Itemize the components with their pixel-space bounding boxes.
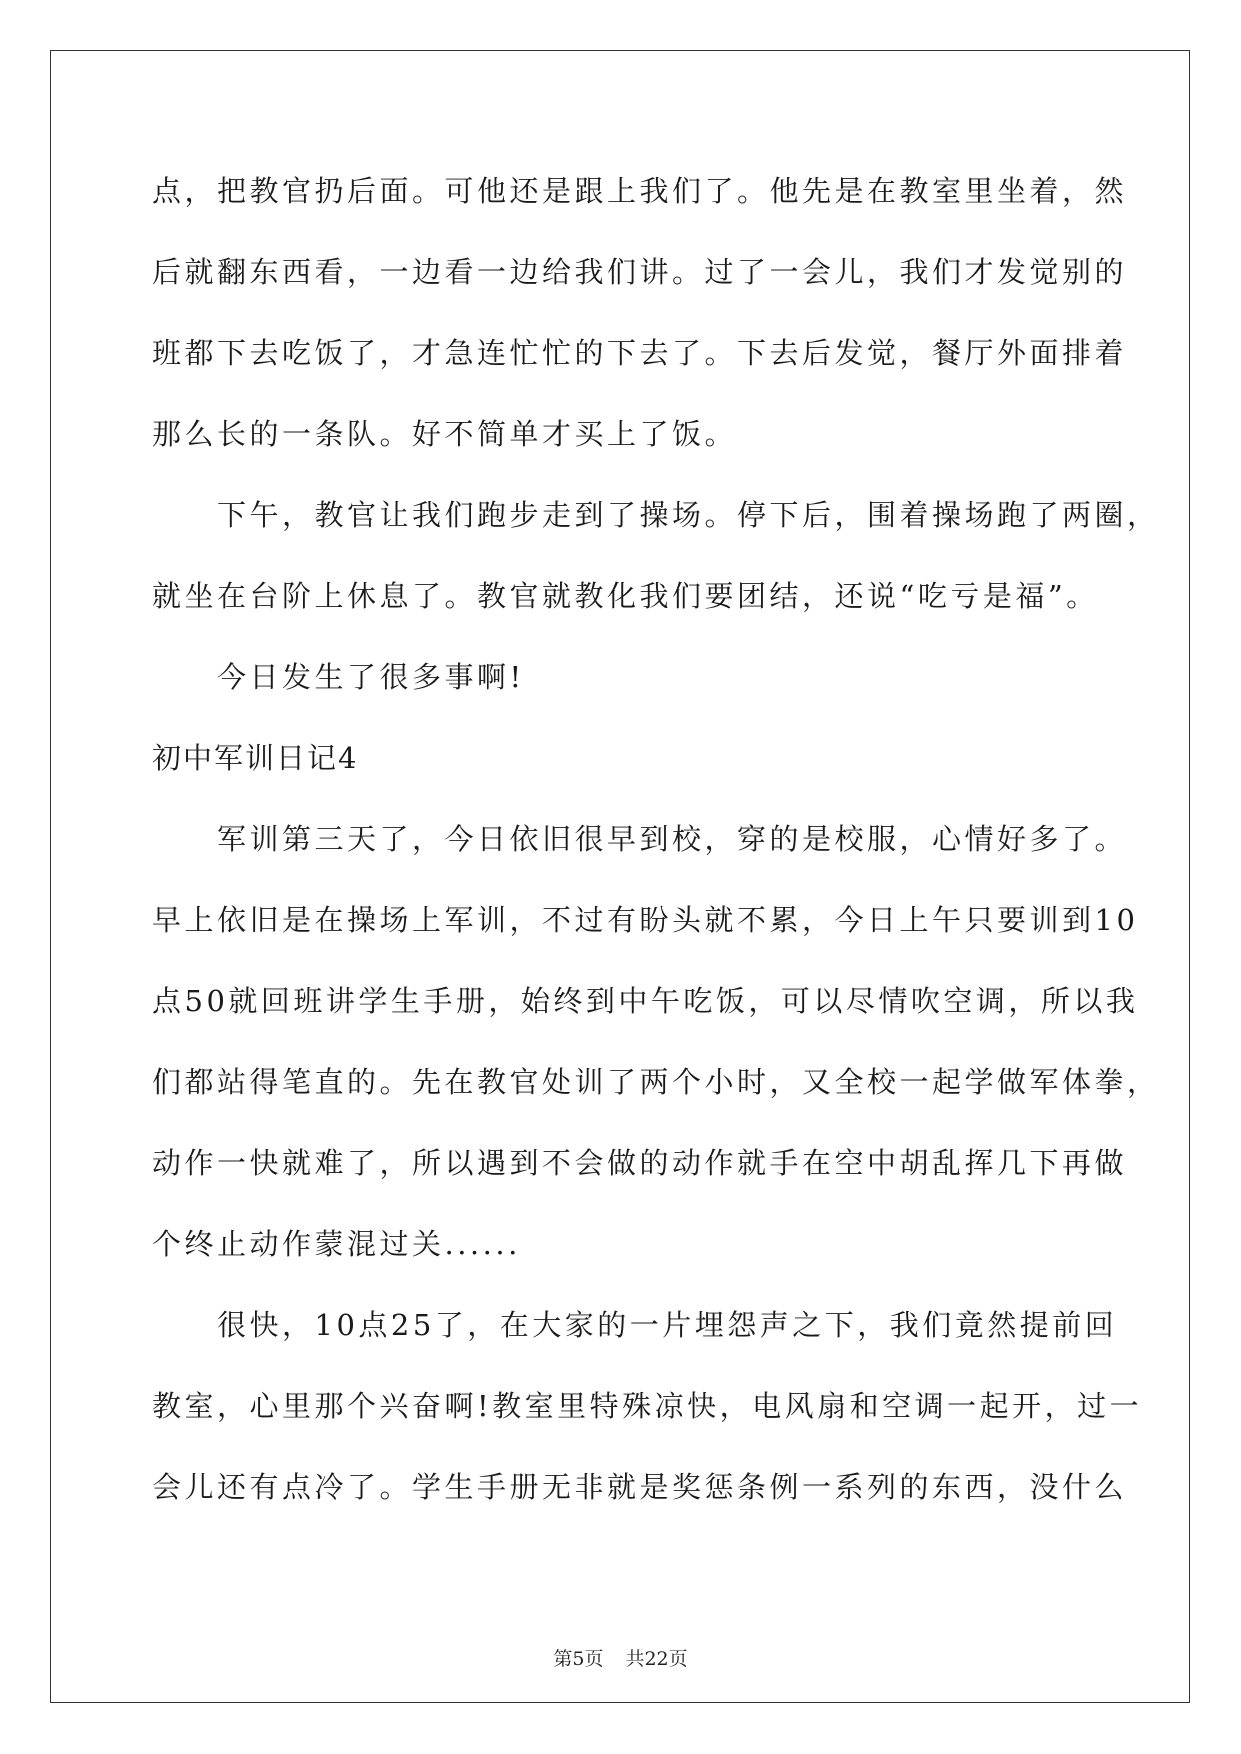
text-line: 今日发生了很多事啊! — [217, 660, 525, 694]
text-line: 点，把教官扔后面。可他还是跟上我们了。他先是在教室里坐着，然 — [152, 174, 1128, 208]
text-line: 会儿还有点冷了。学生手册无非就是奖惩条例一系列的东西，没什么 — [152, 1470, 1128, 1504]
text-line: 很快，10点25了，在大家的一片埋怨声之下，我们竟然提前回 — [217, 1308, 1118, 1342]
text-line: 教室，心里那个兴奋啊!教室里特殊凉快，电风扇和空调一起开，过一 — [152, 1389, 1143, 1423]
document-body — [152, 162, 1160, 1539]
text-line: 下午，教官让我们跑步走到了操场。停下后，围着操场跑了两圈， — [217, 498, 1160, 532]
text-line: 们都站得笔直的。先在教官处训了两个小时，又全校一起学做军体拳， — [152, 1065, 1160, 1099]
text-line: 动作一快就难了，所以遇到不会做的动作就手在空中胡乱挥几下再做 — [152, 1146, 1128, 1180]
text-line: 班都下去吃饭了，才急连忙忙的下去了。下去后发觉，餐厅外面排着 — [152, 336, 1128, 370]
text-line: 个终止动作蒙混过关...... — [152, 1227, 521, 1261]
page-number: 第5页 — [553, 1648, 604, 1670]
text-line: 那么长的一条队。好不简单才买上了饭。 — [152, 417, 738, 451]
text-line: 就坐在台阶上休息了。教官就教化我们要团结，还说“吃亏是福”。 — [152, 579, 1099, 613]
text-line: 后就翻东西看，一边看一边给我们讲。过了一会儿，我们才发觉别的 — [152, 255, 1128, 289]
text-line: 点50就回班讲学生手册，始终到中午吃饭，可以尽情吹空调，所以我 — [152, 984, 1139, 1018]
page-total: 共22页 — [625, 1648, 688, 1670]
page-footer — [0, 1644, 1241, 1671]
text-line: 军训第三天了，今日依旧很早到校，穿的是校服，心情好多了。 — [217, 822, 1128, 856]
section-heading: 初中军训日记4 — [152, 741, 359, 775]
text-line: 早上依旧是在操场上军训，不过有盼头就不累，今日上午只要训到10 — [152, 903, 1139, 937]
